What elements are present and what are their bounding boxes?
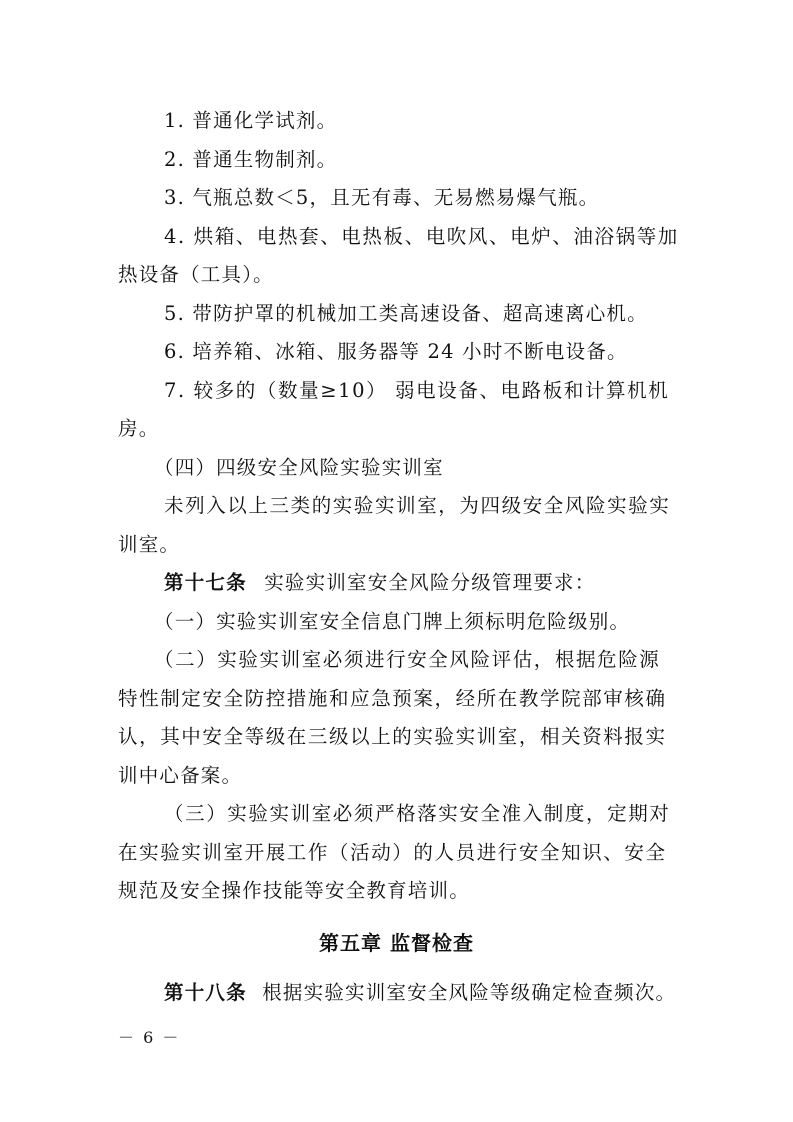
article-17-item-3-cont2: 规范及安全操作技能等安全教育培训。: [118, 879, 470, 902]
article-18: [164, 980, 676, 1006]
list-item-6: 6. 培养箱、冰箱、服务器等 24 小时不断电设备。: [164, 340, 628, 363]
section-4-heading: （四）四级安全风险实验实训室: [154, 456, 444, 479]
chapter-heading: 第五章 监督检查: [319, 931, 474, 955]
list-item-7: 7. 较多的（数量≥10） 弱电设备、电路板和计算机机: [164, 379, 670, 402]
article-18-text: 根据实验实训室安全风险等级确定检查频次。: [262, 981, 677, 1004]
list-item-4-cont: 热设备（工具）。: [118, 263, 274, 286]
page-number: － 6 －: [118, 1028, 181, 1047]
list-item-7-cont: 房。: [118, 417, 160, 440]
list-item-4: 4. 烘箱、电热套、电热板、电吹风、电炉、油浴锅等加: [164, 225, 679, 248]
article-17-text: 实验实训室安全风险分级管理要求：: [264, 571, 596, 594]
article-17: [164, 570, 595, 596]
list-item-1: 1. 普通化学试剂。: [164, 109, 338, 132]
list-item-2: 2. 普通生物制剂。: [164, 148, 338, 171]
list-item-5: 5. 带防护罩的机械加工类高速设备、超高速离心机。: [164, 302, 648, 325]
article-17-item-1: （一）实验实训室安全信息门牌上须标明危险级别。: [154, 610, 631, 633]
article-17-item-3: （三）实验实训室必须严格落实安全准入制度，定期对: [164, 802, 671, 825]
article-17-item-2-cont2: 认，其中安全等级在三级以上的实验实训室，相关资料报实: [118, 725, 667, 748]
article-17-item-2-cont3: 训中心备案。: [118, 764, 243, 787]
article-17-item-2: （二）实验实训室必须进行安全风险评估，根据危险源: [154, 648, 661, 671]
article-17-item-3-cont1: 在实验实训室开展工作（活动）的人员进行安全知识、安全: [118, 841, 667, 864]
section-4-text-cont: 训室。: [118, 533, 181, 556]
list-item-3: 3. 气瓶总数＜5，且无有毒、无易燃易爆气瓶。: [164, 186, 600, 209]
article-17-item-2-cont1: 特性制定安全防控措施和应急预案，经所在教学院部审核确: [118, 687, 667, 710]
article-17-label: 第十七条: [164, 571, 247, 594]
section-4-text: 未列入以上三类的实验实训室，为四级安全风险实验实: [164, 494, 671, 517]
article-18-label: 第十八条: [164, 981, 247, 1004]
